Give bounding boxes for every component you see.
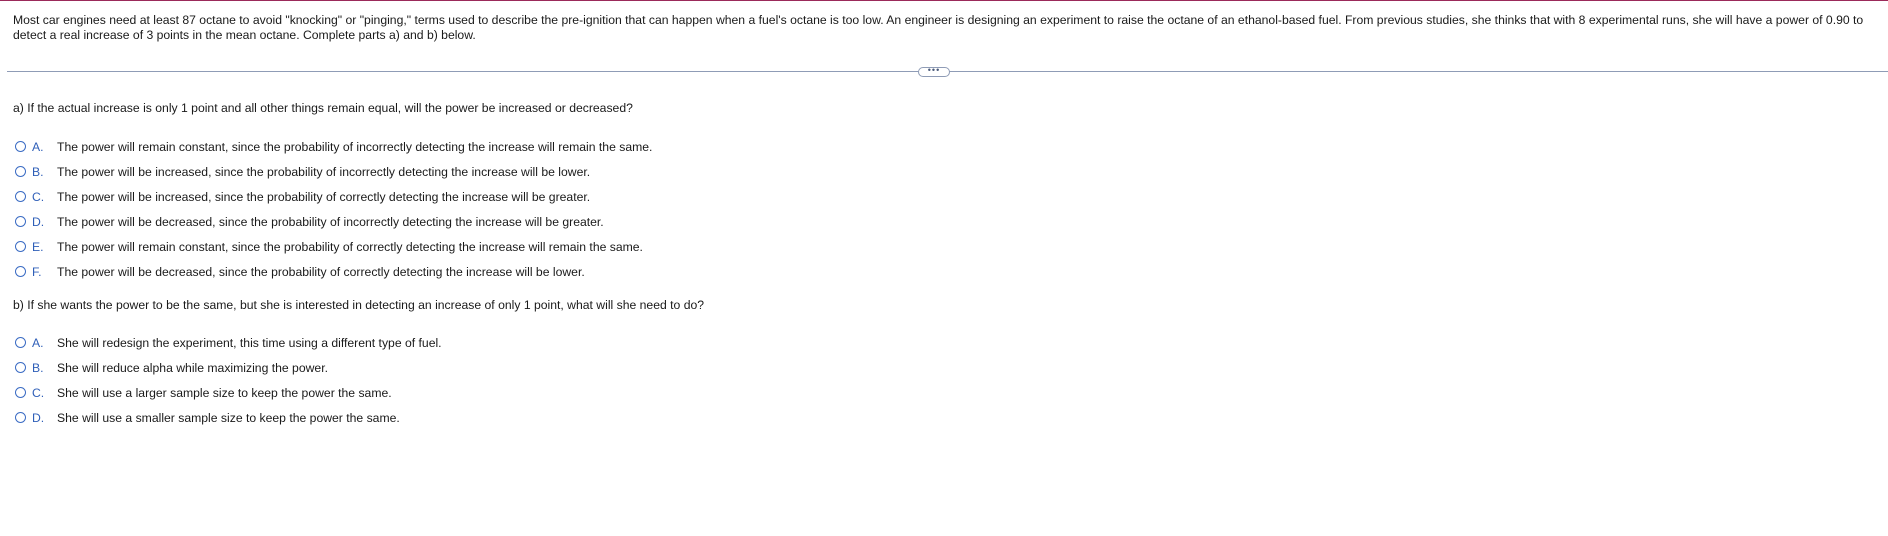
part-b-choice-a[interactable]	[15, 336, 442, 361]
part-a-choice-b[interactable]	[15, 165, 652, 190]
part-a-choices	[15, 140, 652, 290]
part-a-choice-e[interactable]	[15, 240, 652, 265]
choice-letter: B.	[32, 361, 44, 375]
top-accent-rule	[0, 0, 1888, 1]
choice-text: The power will be decreased, since the probability of incorrectly detecting the increase will be greater.	[57, 215, 604, 229]
radio-button-icon[interactable]	[15, 337, 26, 348]
choice-text: She will use a larger sample size to keep the power the same.	[57, 386, 392, 400]
part-b-choice-c[interactable]	[15, 386, 442, 411]
choice-letter: C.	[32, 190, 45, 204]
part-a-choice-c[interactable]	[15, 190, 652, 215]
part-a-question: a) If the actual increase is only 1 point and all other things remain equal, will the power be increased or decreased?	[13, 101, 633, 115]
choice-text: The power will remain constant, since the probability of incorrectly detecting the increase will remain the same.	[57, 140, 653, 154]
part-a-choice-d[interactable]	[15, 215, 652, 240]
radio-button-icon[interactable]	[15, 166, 26, 177]
part-b-choice-b[interactable]	[15, 361, 442, 386]
radio-button-icon[interactable]	[15, 216, 26, 227]
radio-button-icon[interactable]	[15, 266, 26, 277]
choice-text: She will redesign the experiment, this time using a different type of fuel.	[57, 336, 442, 350]
choice-letter: E.	[32, 240, 44, 254]
choice-text: The power will remain constant, since the probability of correctly detecting the increase will remain the same.	[57, 240, 643, 254]
radio-button-icon[interactable]	[15, 362, 26, 373]
choice-letter: C.	[32, 386, 45, 400]
radio-button-icon[interactable]	[15, 141, 26, 152]
part-a-choice-a[interactable]	[15, 140, 652, 165]
choice-letter: D.	[32, 411, 45, 425]
choice-text: The power will be increased, since the probability of correctly detecting the increase will be greater.	[57, 190, 591, 204]
choice-text: She will use a smaller sample size to keep the power the same.	[57, 411, 400, 425]
radio-button-icon[interactable]	[15, 191, 26, 202]
part-b-question: b) If she wants the power to be the same, but she is interested in detecting an increase of only 1 point, what will she need to do?	[13, 298, 705, 312]
radio-button-icon[interactable]	[15, 387, 26, 398]
choice-text: The power will be increased, since the probability of incorrectly detecting the increase will be lower.	[57, 165, 591, 179]
radio-button-icon[interactable]	[15, 412, 26, 423]
choice-letter: A.	[32, 140, 44, 154]
choice-letter: B.	[32, 165, 44, 179]
part-b-choice-d[interactable]	[15, 411, 442, 436]
expand-more-button[interactable]: •••	[918, 67, 950, 77]
radio-button-icon[interactable]	[15, 241, 26, 252]
part-a-choice-f[interactable]	[15, 265, 652, 290]
choice-letter: F.	[32, 265, 42, 279]
part-b-choices	[15, 336, 442, 436]
choice-text: The power will be decreased, since the probability of correctly detecting the increase will be lower.	[57, 265, 585, 279]
choice-letter: A.	[32, 336, 44, 350]
choice-text: She will reduce alpha while maximizing the power.	[57, 361, 328, 375]
problem-statement: Most car engines need at least 87 octane to avoid "knocking" or "pinging," terms used to describe the pre-ignition that can happen when a fuel's octane is too low. An engineer is designing an experiment to raise the octane of an ethanol-based fuel. From previous studies, she thinks that with 8 experimental runs, she will have a power of 0.90 to detect a real increase of 3 points in the mean octane. Complete parts a) and b) below.	[13, 13, 1864, 42]
choice-letter: D.	[32, 215, 45, 229]
